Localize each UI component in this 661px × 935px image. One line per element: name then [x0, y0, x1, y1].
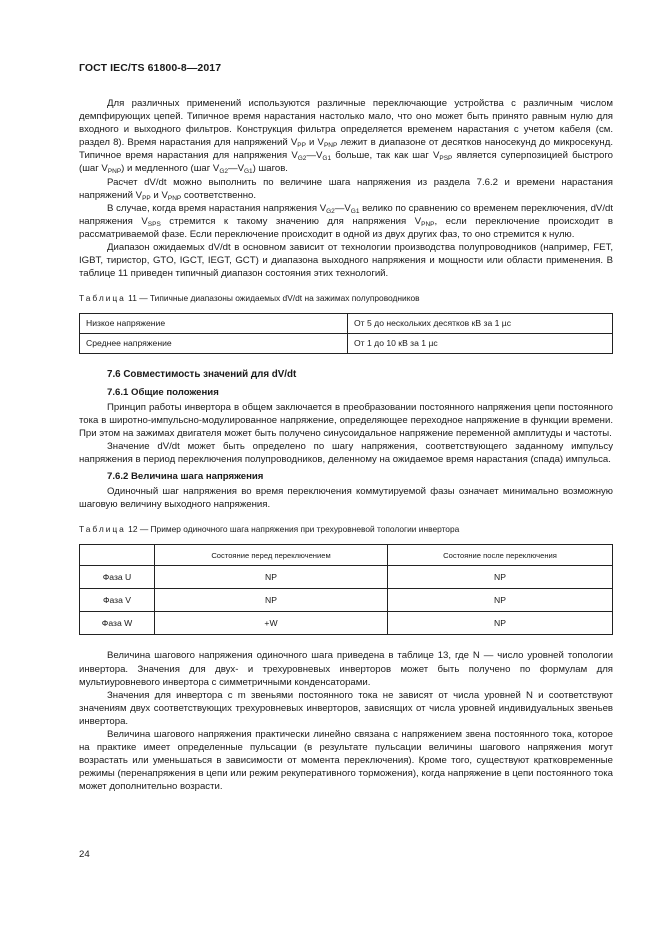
- table-cell: Среднее напряжение: [80, 334, 348, 354]
- closing-paragraph-1: Величина шагового напряжения одиночного шага приведена в таблице 13, где N — число уровней топологии инвертора. Значения для двух- и трехуровневых инверторов может быть получено по формулам для мультиуровневого инвертора с симметричными конденсаторами.: [79, 650, 613, 688]
- table-cell: Низкое напряжение: [80, 314, 348, 334]
- intro-paragraph-1: Для различных применений используются различные переключающие устройства с различным числом демпфирующих цепей. Типичное время нарастания настолько мало, что оно может быть принято равным нулю для входного и выходного фильтров. Конструкция фильтра определяется временем нарастания с учетом кабеля (см. раздел 8). Время нарастания для напряжений $V_{PP}$ и $V_{PNP}$ лежит в диапазоне от десятков наносекунд до микросекунд. Типичное время нарастания для напряжения $V_{G2}—V_{G1}$ больше, так как шаг $V_{PSP}$ является суперпозицией быстрого (шаг $V_{PNP}$) и медленного (шаг $V_{G2}—V_{G1}$) шагов.: [79, 98, 613, 176]
- table-cell: Фаза V: [80, 589, 155, 612]
- table-row: [80, 334, 613, 354]
- table-cell: Фаза W: [80, 612, 155, 635]
- section-7-6-2-paragraph-1: Одиночный шаг напряжения во время переключения коммутируемой фазы означает минимально возможную шаговую величину выходного напряжения.: [79, 486, 613, 511]
- table-cell: От 5 до нескольких десятков кВ за 1 µс: [348, 314, 613, 334]
- table-cell: NP: [388, 566, 613, 589]
- table-header-row: [80, 545, 613, 566]
- table-row: [80, 566, 613, 589]
- section-heading-7-6: 7.6 Совместимость значений для dV/dt: [107, 369, 297, 381]
- table-12-caption: Таблица 12 — Пример одиночного шага напряжения при трехуровневой топологии инвертора: [79, 524, 460, 535]
- table-11-caption: Таблица 11 — Типичные диапазоны ожидаемых dV/dt на зажимах полупроводников: [79, 293, 420, 304]
- intro-paragraph-4: Диапазон ожидаемых dV/dt в основном зависит от технологии производства полупроводников (например, FET, IGBT, тиристор, GTO, IGCT, IEGT, GCT) и диапазона выходного напряжения и мощности или области применения. В таблице 11 приведен типичный диапазон состояния этих технологий.: [79, 242, 613, 280]
- table-12: [79, 544, 613, 635]
- closing-paragraph-2: Значения для инвертора с m звеньями постоянного тока не зависят от числа уровней N и соответствуют значениям двух соответствующих трехуровневых инверторов, зависящих от числа уровней индивидуальных звеньев инвертора.: [79, 689, 613, 727]
- table-cell: NP: [388, 589, 613, 612]
- table-cell: От 1 до 10 кВ за 1 µс: [348, 334, 613, 354]
- table-header-cell: Состояние перед переключением: [155, 545, 388, 566]
- section-7-6-1-paragraph-1: Принцип работы инвертора в общем заключается в преобразовании постоянного напряжения цепи постоянного тока в широтно-импульсно-модулированное напряжение, определяющее переходное напряжение в функции времени. При этом на зажимах двигателя может быть получено синусоидальное напряжение переменной амплитуды и частоты.: [79, 401, 613, 439]
- page-content: [79, 97, 613, 793]
- table-row: [80, 314, 613, 334]
- table-cell: NP: [155, 566, 388, 589]
- table-cell: NP: [388, 612, 613, 635]
- intro-paragraph-3: В случае, когда время нарастания напряжения $V_{G2}—V_{G1}$ велико по сравнению со временем переключения, dV/dt напряжения $V_{SPS}$ стремится к такому значению для напряжения $V_{PNP}$, если переключение происходит в рассматриваемой фазе. Если переключение происходит в одной из двух других фаз, то оно стремится к нулю.: [79, 202, 613, 240]
- section-heading-7-6-1: 7.6.1 Общие положения: [107, 386, 219, 398]
- table-header-cell: Состояние после переключения: [388, 545, 613, 566]
- table-11: [79, 313, 613, 354]
- table-row: [80, 612, 613, 635]
- table-cell: NP: [155, 589, 388, 612]
- table-row: [80, 589, 613, 612]
- intro-paragraph-2: Расчет dV/dt можно выполнить по величине шага напряжения из раздела 7.6.2 и времени нарастания напряжений $V_{PP}$ и $V_{PNP}$ соответственно.: [79, 176, 613, 202]
- section-7-6-1-paragraph-2: Значение dV/dt может быть определено по шагу напряжения, соответствующего заданному импульсу напряжения в период переключения полупроводников, деленному на ожидаемое время нарастания (спада) импульса.: [79, 440, 613, 465]
- document-header: ГОСТ IEC/TS 61800-8—2017: [79, 62, 222, 74]
- closing-paragraph-3: Величина шагового напряжения практически линейно связана с напряжением звена постоянного тока, которое на практике имеет определенные пульсации (в результате пульсации величины шагового напряжения могут возрастать или уменьшаться в зависимости от момента переключения). Кроме того, существуют кратковременные режимы (перенапряжения в цепи или режим рекуперативного торможения), когда напряжение в цепи постоянного тока может дополнительно возрасти.: [79, 729, 613, 793]
- section-heading-7-6-2: 7.6.2 Величина шага напряжения: [107, 471, 264, 483]
- page-number: 24: [79, 849, 90, 860]
- table-header-cell: [80, 545, 155, 566]
- table-cell: +W: [155, 612, 388, 635]
- table-cell: Фаза U: [80, 566, 155, 589]
